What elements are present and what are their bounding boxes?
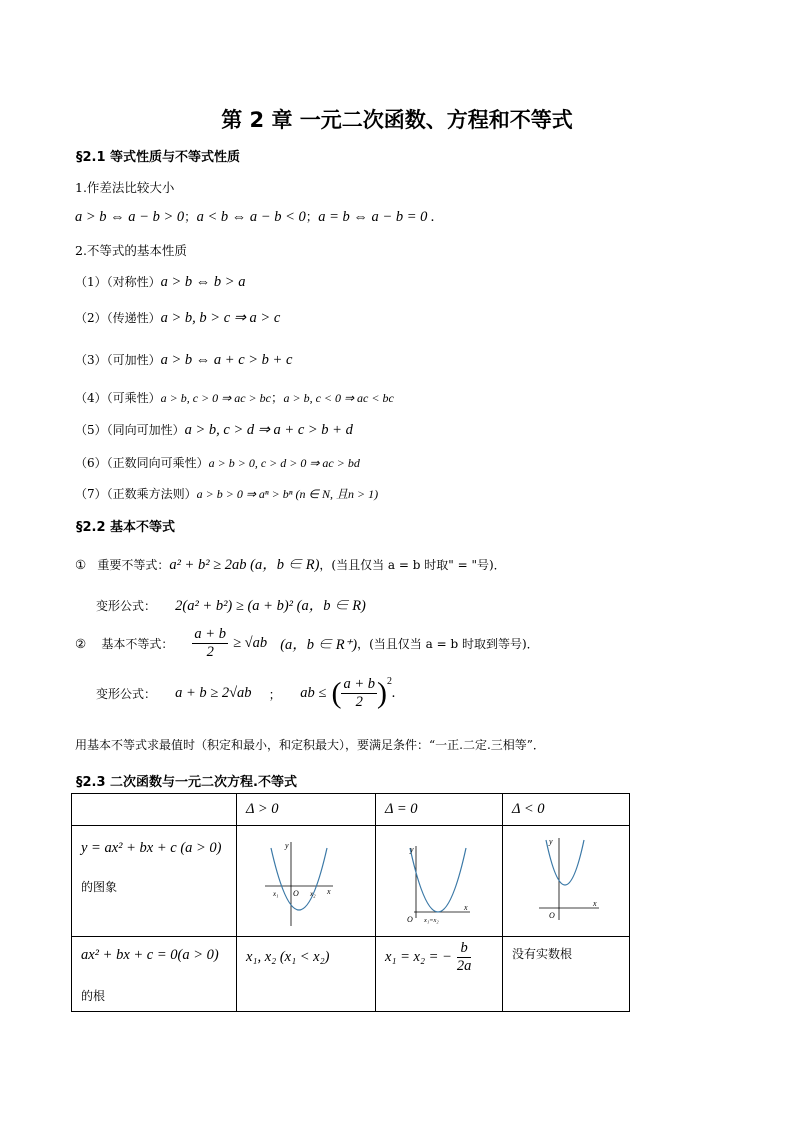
property-formula: a > b ⇔ a + c > b + c — [160, 352, 293, 368]
equation-roots-label: 的根 — [81, 989, 106, 1003]
y-axis-label: y — [285, 841, 289, 850]
formula-less: a < b ⇔ a − b < 0 — [196, 209, 306, 225]
property-label: （6）（正数同向可乘性） — [75, 456, 209, 470]
header-zero: Δ = 0 — [385, 801, 418, 817]
x-axis-label: x — [464, 903, 468, 912]
item-marker: ② — [75, 636, 87, 651]
property-formula: a > b > 0 ⇒ aⁿ > bⁿ (n ∈ N, 且n > 1) — [196, 487, 379, 501]
fraction-denominator: 2a — [456, 958, 472, 974]
property-formula: a > b, c > d ⇒ a + c > b + d — [184, 422, 353, 438]
property-4 — [75, 387, 394, 406]
parabola-curve — [410, 848, 466, 912]
parabola-curve — [271, 848, 327, 910]
property-formula-2: a > b, c < 0 ⇒ ac < bc — [283, 391, 394, 405]
table-cell — [72, 794, 237, 826]
formula-equal: a = b ⇔ a − b = 0 . — [318, 209, 435, 225]
item-note: ，(当且仅当 a = b 时取到等号)． — [357, 637, 539, 651]
page-title: 第 2 章 一元二次函数、方程和不等式 — [221, 108, 573, 132]
property-3 — [75, 349, 292, 369]
property-2 — [75, 307, 280, 327]
table-row-graph — [72, 826, 630, 937]
item-domain: (a，b ∈ R⁺) — [280, 637, 358, 653]
section-2-1-heading: §2.1 等式性质与不等式性质 — [76, 150, 241, 165]
table-cell — [503, 826, 630, 937]
variant-label: 变形公式： — [96, 599, 157, 613]
fraction-numerator: a + b — [343, 676, 375, 692]
function-formula: y = ax² + bx + c (a > 0) — [81, 840, 222, 856]
table-cell — [237, 937, 376, 1012]
property-label: （1）（对称性） — [75, 275, 161, 289]
x-axis-label: x — [593, 899, 597, 908]
fraction-a-plus-b-over-2 — [341, 676, 377, 711]
double-root-label: x₁=x₂ — [424, 917, 439, 924]
usage-note: 用基本不等式求最值时（积定和最小，和定积最大），要满足条件：“一正.二定.三相等”． — [75, 738, 545, 752]
fraction-numerator: b — [457, 940, 472, 958]
variant-formula-1 — [96, 594, 366, 615]
property-5 — [75, 419, 353, 439]
separator: ； — [184, 209, 197, 224]
root-x1-label: x₁ — [273, 890, 279, 898]
left-paren: ( — [331, 676, 342, 710]
parabola-curve — [546, 840, 584, 885]
fraction-b-over-2a — [457, 940, 472, 975]
fraction-a-plus-b-over-2 — [192, 626, 228, 661]
header-positive: Δ > 0 — [246, 801, 279, 817]
property-label: （3）（可加性） — [75, 353, 161, 367]
root-x2-label: x₂ — [310, 890, 316, 898]
graph-two-roots — [237, 826, 375, 932]
x-axis-label: x — [327, 887, 331, 896]
basic-inequality — [75, 626, 539, 661]
separator: ； — [270, 390, 284, 405]
y-axis-label: y — [410, 845, 414, 854]
item-label: 基本不等式： — [101, 637, 174, 651]
graph-one-root — [376, 826, 502, 932]
origin-label: O — [293, 889, 299, 898]
origin-label: O — [407, 915, 413, 924]
basic-properties-title: 2.不等式的基本性质 — [75, 243, 187, 258]
graph-no-root — [503, 826, 629, 932]
fraction-numerator: a + b — [194, 626, 226, 642]
double-root-lhs: x₁ = x₂ = − — [385, 949, 452, 965]
table-header-cell — [237, 794, 376, 826]
roots-two-distinct: x₁, x₂ (x₁ < x₂) — [246, 949, 330, 965]
variant-product-lhs: ab ≤ — [300, 685, 327, 701]
property-formula: a > b > 0, c > d > 0 ⇒ ac > bd — [208, 456, 360, 470]
table-header-cell — [376, 794, 503, 826]
variant-sum-formula: a + b ≥ 2√ab — [175, 685, 252, 701]
table-row-roots — [72, 937, 630, 1012]
fraction-denominator: 2 — [355, 694, 363, 710]
table-cell — [376, 826, 503, 937]
right-paren: ) — [377, 676, 387, 710]
fraction-denominator: 2 — [206, 644, 214, 660]
table-header-cell — [503, 794, 630, 826]
property-formula: a > b, b > c ⇒ a > c — [160, 310, 281, 326]
item-relation: ≥ √ab — [233, 635, 268, 651]
table-cell — [237, 826, 376, 937]
item-formula: a² + b² ≥ 2ab (a，b ∈ R) — [169, 557, 320, 573]
table-cell — [376, 937, 503, 1012]
variant-formula-2 — [96, 676, 396, 711]
item-marker: ① — [75, 557, 87, 572]
variant-formula: 2(a² + b²) ≥ (a + b)² (a，b ∈ R) — [175, 598, 366, 614]
property-label: （2）（传递性） — [75, 311, 161, 325]
property-formula: a > b, c > 0 ⇒ ac > bc — [160, 391, 271, 405]
important-inequality — [75, 553, 506, 574]
exponent: 2 — [387, 676, 392, 687]
discriminant-table — [71, 793, 630, 1012]
section-2-3-heading: §2.3 二次函数与一元二次方程.不等式 — [76, 775, 297, 790]
item-label: 重要不等式： — [97, 558, 170, 572]
item-note: ，(当且仅当 a = b 时取" = "号)． — [319, 558, 506, 572]
table-cell — [72, 826, 237, 937]
property-7 — [75, 483, 378, 502]
table-cell — [503, 937, 630, 1012]
formula-greater: a > b ⇔ a − b > 0 — [75, 209, 185, 225]
property-label: （7）（正数乘方法则） — [75, 487, 197, 501]
compare-method-title: 1.作差法比较大小 — [75, 180, 175, 195]
header-negative: Δ < 0 — [512, 801, 545, 817]
no-real-roots: 没有实数根 — [512, 947, 573, 961]
property-6 — [75, 452, 360, 471]
property-label: （4）（可乘性） — [75, 391, 161, 405]
separator: ； — [268, 686, 282, 702]
compare-method-formulas — [75, 206, 435, 226]
property-label: （5）（同向可加性） — [75, 423, 185, 437]
y-axis-label: y — [549, 837, 553, 846]
variant-label: 变形公式： — [96, 687, 157, 701]
separator: ； — [305, 209, 319, 224]
table-cell — [72, 937, 237, 1012]
property-1 — [75, 271, 245, 291]
function-graph-label: 的图象 — [81, 880, 118, 894]
section-2-2-heading: §2.2 基本不等式 — [76, 520, 176, 535]
property-formula: a > b ⇔ b > a — [160, 274, 246, 290]
roots-double — [385, 940, 471, 975]
equation-formula: ax² + bx + c = 0(a > 0) — [81, 947, 219, 963]
origin-label: O — [549, 911, 555, 920]
table-header-row — [72, 794, 630, 826]
period: . — [392, 685, 396, 701]
